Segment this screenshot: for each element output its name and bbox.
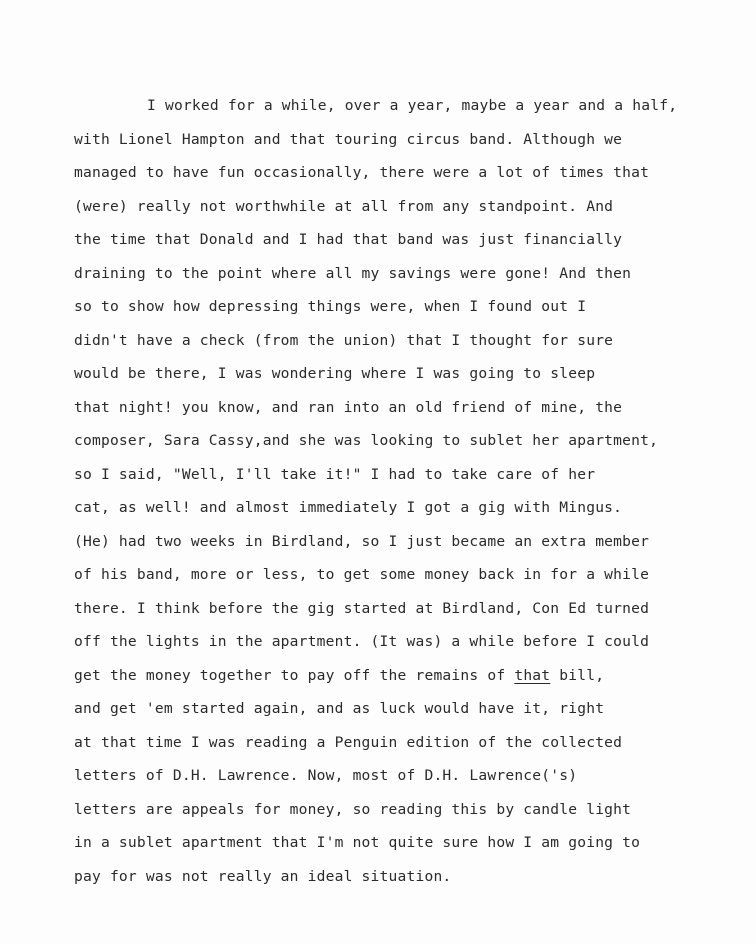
text-line: with Lionel Hampton and that touring circus band. Although we bbox=[74, 130, 623, 148]
text-line: so to show how depressing things were, when I found out I bbox=[74, 298, 587, 315]
text-line: cat, as well! and almost immediately I got a gig with Mingus. bbox=[74, 499, 623, 516]
text-line: there. I think before the gig started at Birdland, Con Ed turned bbox=[74, 599, 650, 617]
text-line: (He) had two weeks in Birdland, so I just became an extra member bbox=[74, 532, 650, 550]
text-line: so I said, "Well, I'll take it!" I had to take care of her bbox=[74, 465, 596, 483]
text-segment: bill, bbox=[550, 666, 605, 684]
text-line: didn't have a check (from the union) that I thought for sure bbox=[74, 331, 614, 349]
text-line: of his band, more or less, to get some money back in for a while bbox=[74, 566, 650, 583]
typed-paragraph bbox=[74, 89, 746, 893]
text-line: in a sublet apartment that I'm not quite sure how I am going to bbox=[74, 834, 641, 851]
text-line: pay for was not really an ideal situation. bbox=[74, 867, 452, 885]
text-line: letters of D.H. Lawrence. Now, most of D.H. Lawrence('s) bbox=[74, 767, 578, 784]
text-line: that night! you know, and ran into an old friend of mine, the bbox=[74, 398, 623, 416]
text-line: and get 'em started again, and as luck would have it, right bbox=[74, 700, 605, 717]
text-segment: get the money together to pay off the remains of bbox=[74, 666, 515, 684]
underlined-word: that bbox=[514, 666, 551, 684]
text-line bbox=[74, 659, 746, 693]
text-line: letters are appeals for money, so reading this by candle light bbox=[74, 800, 632, 818]
text-line: off the lights in the apartment. (It was) a while before I could bbox=[74, 633, 650, 650]
text-line: would be there, I was wondering where I was going to sleep bbox=[74, 365, 596, 382]
text-line: at that time I was reading a Penguin edition of the collected bbox=[74, 733, 623, 751]
text-line: (were) really not worthwhile at all from any standpoint. And bbox=[74, 197, 614, 215]
text-line: I worked for a while, over a year, maybe a year and a half, bbox=[147, 97, 678, 114]
text-line: managed to have fun occasionally, there were a lot of times that bbox=[74, 164, 650, 181]
text-line: composer, Sara Cassy,and she was looking to sublet her apartment, bbox=[74, 432, 659, 449]
text-line: the time that Donald and I had that band was just financially bbox=[74, 231, 623, 248]
text-line: draining to the point where all my savings were gone! And then bbox=[74, 264, 632, 282]
